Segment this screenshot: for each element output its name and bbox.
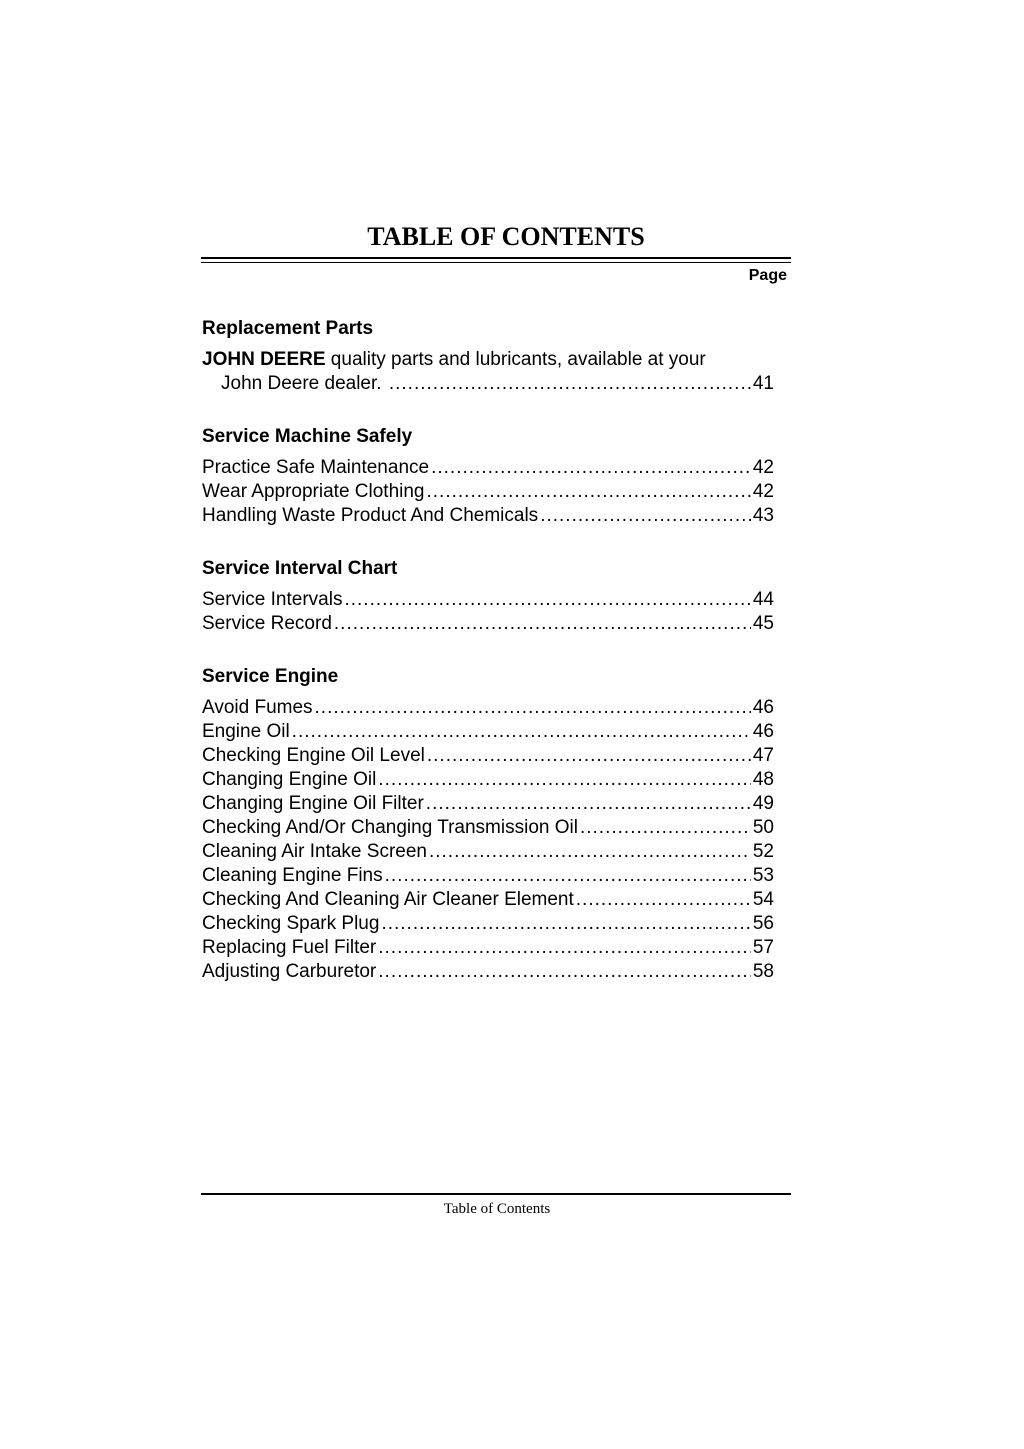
toc-entry[interactable] (202, 768, 774, 792)
brand-name: JOHN DEERE (202, 349, 326, 370)
toc-entry-title: Cleaning Air Intake Screen (202, 841, 427, 862)
dot-leader (389, 372, 751, 396)
dot-leader (426, 792, 751, 816)
toc-entry-title: John Deere dealer. (221, 373, 387, 394)
dot-leader (334, 612, 751, 636)
footer-label: Table of Contents (443, 1201, 551, 1217)
dot-leader (427, 480, 751, 504)
toc-section-replacement-parts (202, 316, 774, 396)
toc-entry-title: Changing Engine Oil (202, 769, 377, 790)
toc-entry-title: Adjusting Carburetor (202, 961, 377, 982)
toc-section-service-engine (202, 664, 774, 984)
toc-entry-title: Checking And Cleaning Air Cleaner Element (202, 889, 574, 910)
toc-section-service-interval-chart (202, 556, 774, 636)
toc-entry-page: 44 (752, 589, 774, 610)
toc-entry-title: Changing Engine Oil Filter (202, 793, 424, 814)
dot-leader (429, 840, 751, 864)
section-heading: Replacement Parts (202, 318, 374, 339)
toc-entry-page: 46 (752, 697, 774, 718)
toc-entry-title: Service Intervals (202, 589, 343, 610)
toc-entry-page: 56 (752, 913, 774, 934)
toc-entry[interactable] (202, 456, 774, 480)
toc-entry-page: 58 (752, 961, 774, 982)
toc-entry-page: 42 (752, 481, 774, 502)
intro-line (202, 348, 774, 372)
toc-entry-page: 49 (752, 793, 774, 814)
toc-entry[interactable] (202, 912, 774, 936)
toc-entry[interactable] (202, 888, 774, 912)
toc-entry[interactable] (202, 840, 774, 864)
toc-entry-title: Service Record (202, 613, 332, 634)
dot-leader (580, 816, 751, 840)
toc-entry[interactable] (202, 960, 774, 984)
toc-entry[interactable] (202, 480, 774, 504)
toc-entry[interactable] (202, 372, 774, 396)
toc-entry[interactable] (202, 936, 774, 960)
toc-entry-title: Avoid Fumes (202, 697, 313, 718)
dot-leader (540, 504, 751, 528)
toc-entry-page: 54 (752, 889, 774, 910)
toc-entry-page: 41 (752, 373, 774, 394)
toc-entry-page: 47 (752, 745, 774, 766)
page-title: TABLE OF CONTENTS (367, 222, 645, 251)
toc-entry-title: Handling Waste Product And Chemicals (202, 505, 539, 526)
toc-entry-page: 43 (752, 505, 774, 526)
intro-text: quality parts and lubricants, available at your (325, 349, 706, 370)
toc-entry-page: 50 (752, 817, 774, 838)
toc-entry[interactable] (202, 720, 774, 744)
section-heading: Service Machine Safely (202, 426, 413, 447)
dot-leader (385, 864, 751, 888)
section-heading: Service Interval Chart (202, 558, 398, 579)
footer-rule (201, 1193, 791, 1195)
toc-entry-title: Wear Appropriate Clothing (202, 481, 425, 502)
toc-entry-page: 57 (752, 937, 774, 958)
toc-entry[interactable] (202, 612, 774, 636)
dot-leader (378, 936, 751, 960)
toc-entry[interactable] (202, 744, 774, 768)
dot-leader (315, 696, 751, 720)
dot-leader (292, 720, 751, 744)
toc-entry[interactable] (202, 588, 774, 612)
toc-entry-title: Checking Spark Plug (202, 913, 380, 934)
section-heading: Service Engine (202, 666, 339, 687)
toc-entry-page: 53 (752, 865, 774, 886)
toc-entry-title: Checking And/Or Changing Transmission Oil (202, 817, 578, 838)
page-column-label: Page (748, 267, 787, 284)
toc-entry-page: 52 (752, 841, 774, 862)
toc-entry[interactable] (202, 504, 774, 528)
toc-entry-page: 46 (752, 721, 774, 742)
toc-entry[interactable] (202, 792, 774, 816)
toc-entry[interactable] (202, 816, 774, 840)
toc-entry-page: 45 (752, 613, 774, 634)
dot-leader (378, 960, 751, 984)
dot-leader (381, 912, 750, 936)
dot-leader (378, 768, 751, 792)
toc-entry-title: Cleaning Engine Fins (202, 865, 383, 886)
toc-entry-page: 48 (752, 769, 774, 790)
toc-entry[interactable] (202, 696, 774, 720)
dot-leader (427, 744, 751, 768)
toc-entry-page: 42 (752, 457, 774, 478)
title-rule-bottom (201, 262, 791, 263)
toc-entry-title: Replacing Fuel Filter (202, 937, 377, 958)
dot-leader (431, 456, 751, 480)
toc-entry[interactable] (202, 864, 774, 888)
title-rule-top (201, 257, 791, 259)
table-of-contents (202, 316, 774, 1012)
toc-entry-title: Checking Engine Oil Level (202, 745, 425, 766)
dot-leader (344, 588, 750, 612)
toc-section-service-machine-safely (202, 424, 774, 528)
toc-entry-title: Practice Safe Maintenance (202, 457, 430, 478)
toc-entry-title: Engine Oil (202, 721, 290, 742)
dot-leader (576, 888, 751, 912)
